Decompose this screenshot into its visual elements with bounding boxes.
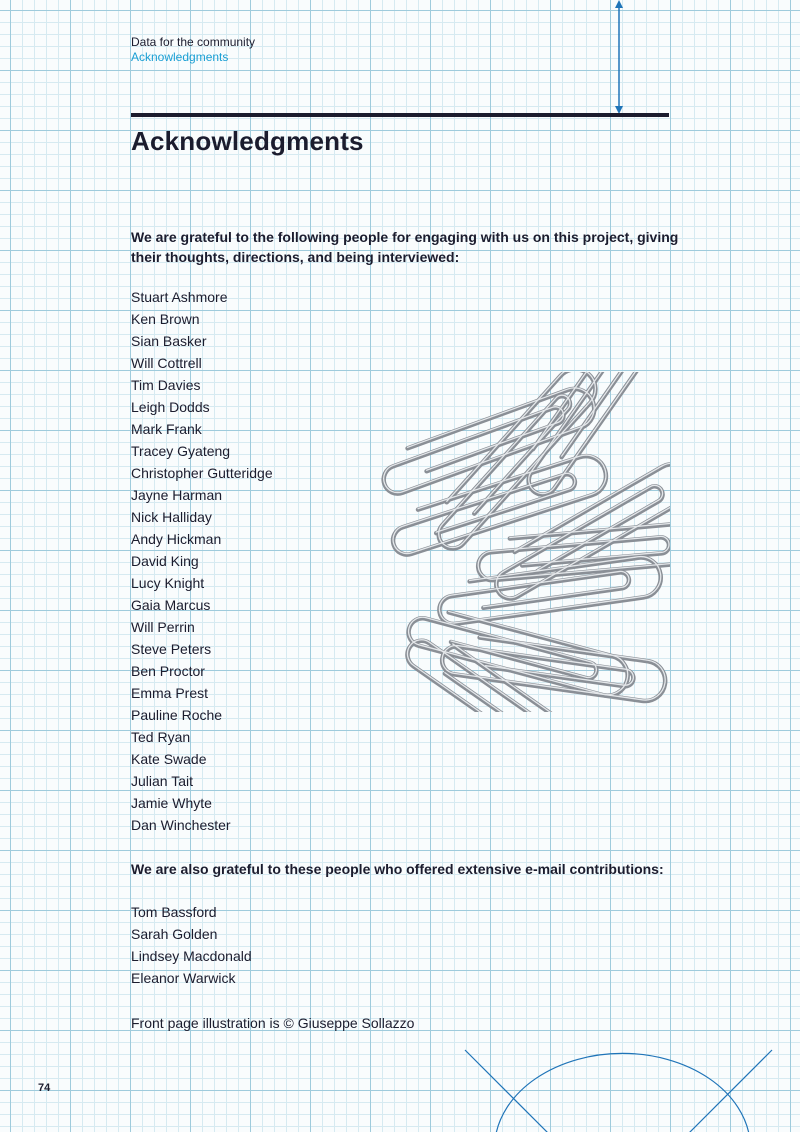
list-item: Nick Halliday bbox=[131, 509, 212, 525]
list-item: Tim Davies bbox=[131, 377, 201, 393]
list-item: Andy Hickman bbox=[131, 531, 222, 547]
list-item: David King bbox=[131, 553, 199, 569]
list-item: Mark Frank bbox=[131, 421, 202, 437]
list-item: Sarah Golden bbox=[131, 926, 218, 942]
list-item: Sian Basker bbox=[131, 333, 207, 349]
list-item: Christopher Gutteridge bbox=[131, 465, 273, 481]
list-item: Emma Prest bbox=[131, 685, 209, 701]
interviewed-list bbox=[131, 286, 273, 836]
list-item: Tom Bassford bbox=[131, 904, 217, 920]
corner-decoration bbox=[460, 1045, 800, 1132]
breadcrumb-section: Data for the community bbox=[131, 35, 256, 49]
list-item: Pauline Roche bbox=[131, 707, 223, 723]
list-item: Tracey Gyateng bbox=[131, 443, 231, 459]
breadcrumb-page: Acknowledgments bbox=[131, 50, 229, 64]
page-number: 74 bbox=[38, 1082, 51, 1094]
intro-interviewed: We are grateful to the following people for engaging with us on this project, giving their thoughts, directions, and being interviewed: bbox=[131, 229, 679, 265]
list-item: Jayne Harman bbox=[131, 487, 223, 503]
list-item: Eleanor Warwick bbox=[131, 970, 236, 986]
list-item: Jamie Whyte bbox=[131, 795, 212, 811]
list-item: Will Cottrell bbox=[131, 355, 202, 371]
email-contributors-list bbox=[131, 901, 252, 989]
list-item: Ted Ryan bbox=[131, 729, 191, 745]
list-item: Gaia Marcus bbox=[131, 597, 211, 613]
list-item: Stuart Ashmore bbox=[131, 289, 228, 305]
breadcrumb bbox=[131, 35, 255, 65]
intro-email: We are also grateful to these people who offered extensive e-mail contributions: bbox=[131, 861, 664, 877]
paperclips-icon bbox=[360, 372, 670, 712]
list-item: Ben Proctor bbox=[131, 663, 205, 679]
list-item: Steve Peters bbox=[131, 641, 212, 657]
page-title: Acknowledgments bbox=[131, 126, 364, 156]
list-item: Julian Tait bbox=[131, 773, 194, 789]
illustration-credit: Front page illustration is © Giuseppe Sollazzo bbox=[131, 1015, 415, 1031]
title-rule bbox=[131, 113, 669, 117]
list-item: Lucy Knight bbox=[131, 575, 205, 591]
list-item: Will Perrin bbox=[131, 619, 195, 635]
list-item: Dan Winchester bbox=[131, 817, 231, 833]
list-item: Kate Swade bbox=[131, 751, 207, 767]
list-item: Leigh Dodds bbox=[131, 399, 210, 415]
list-item: Lindsey Macdonald bbox=[131, 948, 252, 964]
list-item: Ken Brown bbox=[131, 311, 200, 327]
vertical-double-arrow-icon bbox=[612, 0, 626, 118]
